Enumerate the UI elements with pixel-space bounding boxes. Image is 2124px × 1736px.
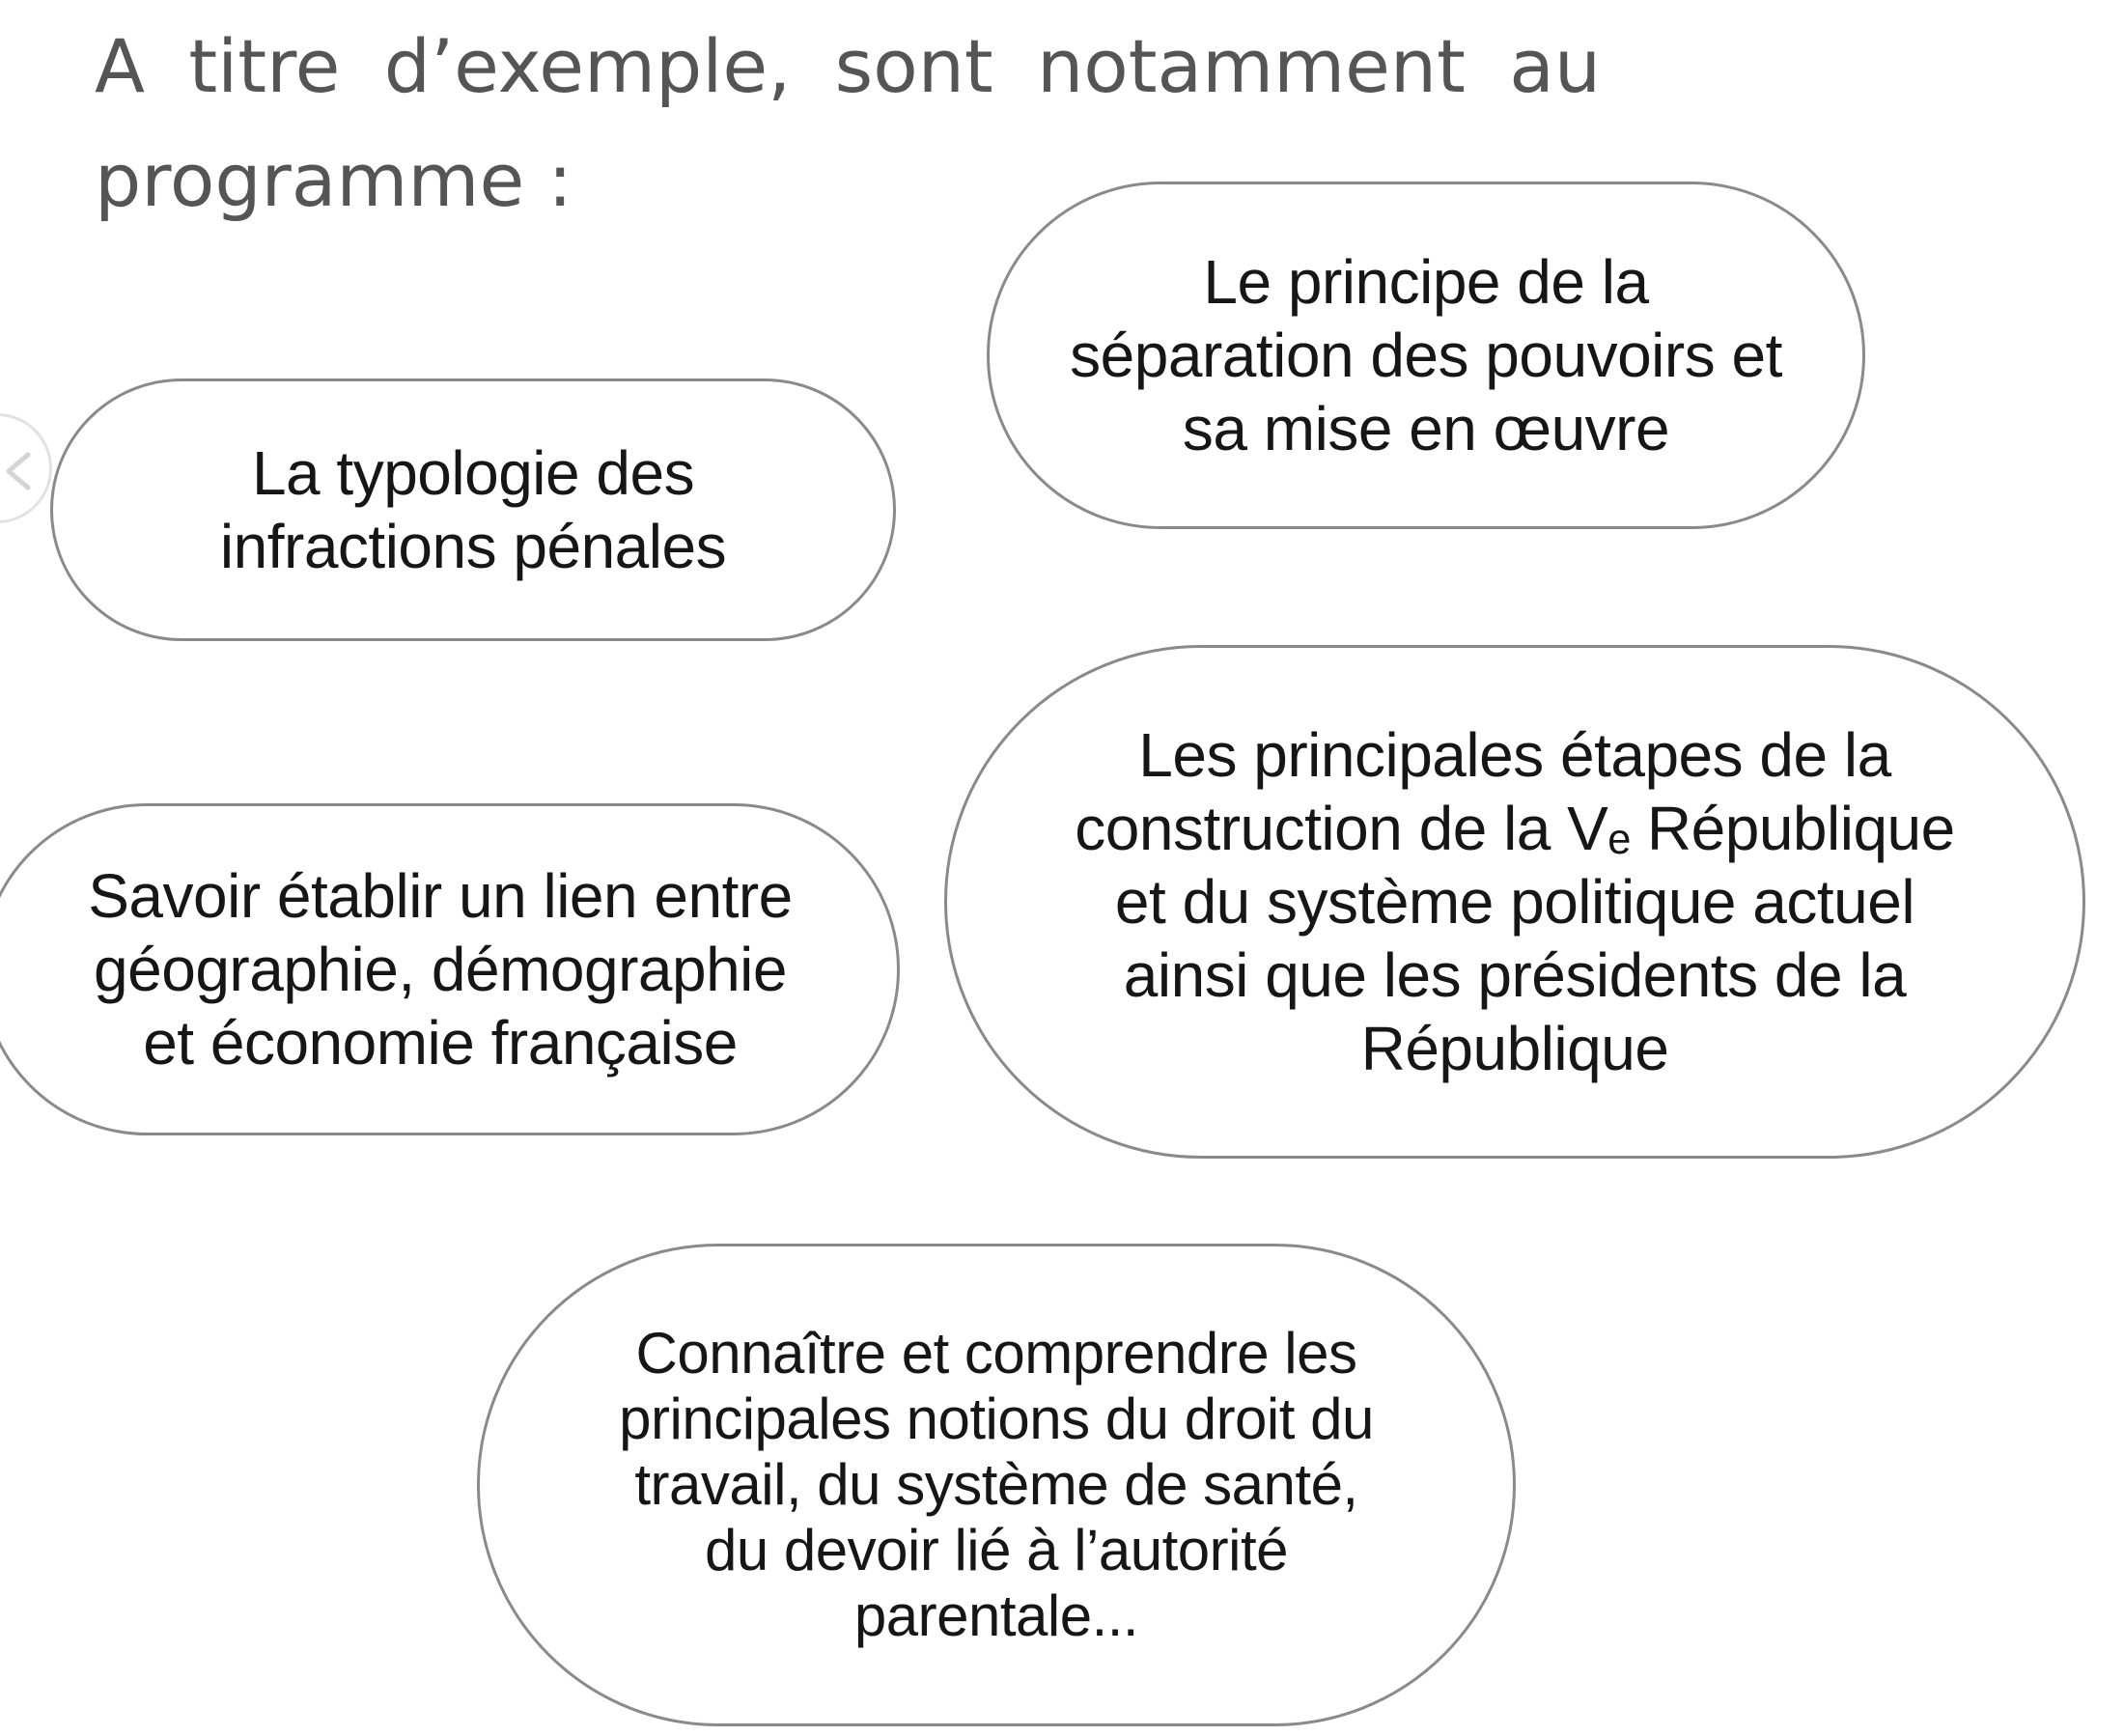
topic-line: géographie, démographie [94,935,787,1004]
topic-typologie-text [116,436,830,583]
topic-etapes-republique [944,645,2085,1159]
topic-line: ainsi que les présidents de la [1123,940,1907,1010]
topic-separation-text [1030,245,1822,465]
previous-button[interactable] [0,413,52,523]
topic-line: construction de la Vₑ République [1075,794,1955,863]
topic-etapes-text [1003,718,2026,1085]
topic-line: du devoir lié à l’autorité [704,1518,1289,1582]
topic-connaitre-text [562,1321,1431,1649]
topic-line: République [1360,1014,1669,1083]
topic-separation-pouvoirs [987,182,1865,529]
topic-line: parentale... [853,1583,1139,1648]
topic-line: Les principales étapes de la [1138,720,1891,790]
topic-line: infractions pénales [219,512,727,581]
topic-lien-geographie [0,803,900,1135]
topic-line: Connaître et comprendre les [635,1321,1357,1386]
topic-line: et du système politique actuel [1114,867,1915,937]
topic-line: travail, du système de santé, [634,1452,1358,1517]
topic-savoir-text [15,859,865,1079]
topic-line: séparation des pouvoirs et [1070,321,1782,390]
topic-line: principales notions du droit du [619,1386,1374,1451]
topic-typologie-infractions [50,378,896,641]
intro-heading: A titre d’exemple, sont notamment au programme : [95,23,1601,223]
topic-line: Savoir établir un lien entre [88,861,793,931]
topic-line: Le principe de la [1203,247,1649,317]
topic-line: sa mise en œuvre [1182,394,1670,463]
chevron-left-icon [3,451,32,491]
topic-line: et économie française [143,1008,738,1078]
topic-notions-droit [477,1244,1516,1726]
topic-line: La typologie des [251,438,695,508]
